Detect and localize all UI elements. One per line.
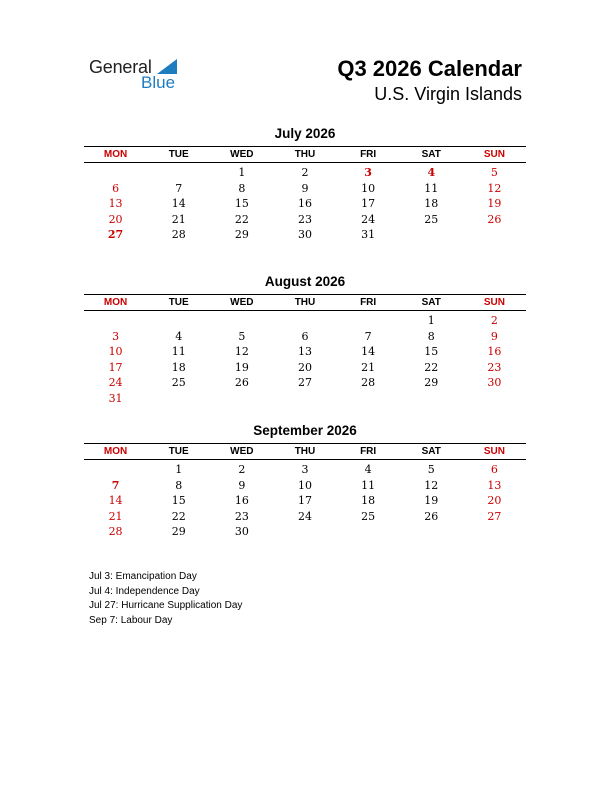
day-cell: 7 — [175, 181, 183, 195]
day-cell: 7 — [364, 329, 372, 343]
holiday-item: Jul 4: Independence Day — [89, 585, 200, 597]
week-row — [84, 196, 526, 212]
empty-day-cell — [273, 313, 336, 329]
weekday-label-sat: SAT — [421, 446, 441, 457]
weekday-label-fri: FRI — [360, 149, 377, 160]
day-cell: 16 — [234, 494, 249, 508]
day-cell: 14 — [361, 345, 376, 359]
empty-day-cell — [400, 227, 463, 243]
week-row — [84, 462, 526, 478]
day-cell: 5 — [427, 463, 435, 476]
weekday-label-sat: SAT — [421, 297, 441, 308]
week-row — [84, 212, 526, 228]
empty-day-cell — [337, 524, 400, 540]
day-cell: 24 — [361, 212, 376, 226]
day-cell: 18 — [171, 360, 186, 374]
weekday-label-wed: WED — [230, 149, 254, 160]
empty-day-cell — [400, 391, 463, 407]
day-cell: 11 — [424, 181, 439, 195]
day-cell: 6 — [301, 329, 309, 343]
day-cell: 15 — [424, 345, 439, 359]
weekday-label-fri: FRI — [360, 446, 377, 457]
week-row — [84, 524, 526, 540]
logo-triangle-icon — [157, 59, 177, 74]
empty-day-cell — [210, 391, 273, 407]
page-title: Q3 2026 Calendar — [337, 56, 522, 81]
day-cell: 14 — [108, 494, 123, 508]
empty-day-cell — [273, 524, 336, 540]
weekday-label-thu: THU — [294, 297, 316, 308]
weekday-label-sat: SAT — [421, 149, 441, 160]
day-cell: 29 — [171, 525, 186, 539]
day-cell: 8 — [238, 181, 246, 195]
day-cell: 9 — [490, 329, 498, 343]
empty-day-cell — [273, 391, 336, 407]
month-title: August 2026 — [264, 274, 346, 289]
day-cell: 3 — [112, 329, 120, 343]
weekday-label-thu: THU — [294, 446, 316, 457]
day-cell: 12 — [487, 181, 502, 195]
day-cell: 15 — [171, 494, 186, 508]
holiday-item: Jul 3: Emancipation Day — [89, 571, 197, 582]
day-cell: 13 — [297, 345, 312, 359]
day-cell: 29 — [424, 376, 439, 390]
month-title: July 2026 — [274, 126, 336, 141]
day-cell: 11 — [171, 345, 186, 359]
empty-day-cell — [84, 462, 147, 478]
week-row — [84, 181, 526, 197]
weekday-header — [84, 443, 526, 460]
day-cell: 23 — [487, 360, 502, 374]
day-cell: 22 — [424, 360, 439, 374]
month-grid — [84, 165, 526, 243]
empty-day-cell — [337, 313, 400, 329]
empty-day-cell — [84, 313, 147, 329]
day-cell: 9 — [238, 478, 246, 492]
day-cell: 8 — [175, 478, 183, 492]
holiday-day-cell: 7 — [111, 478, 120, 492]
weekday-label-mon: MON — [103, 446, 128, 457]
day-cell: 31 — [108, 391, 123, 405]
week-row — [84, 375, 526, 391]
month-title: September 2026 — [253, 423, 357, 438]
weekday-label-sun: SUN — [483, 297, 505, 308]
day-cell: 1 — [238, 166, 246, 179]
week-row — [84, 391, 526, 407]
day-cell: 21 — [108, 509, 123, 523]
day-cell: 22 — [234, 212, 249, 226]
day-cell: 24 — [108, 376, 123, 390]
day-cell: 30 — [234, 525, 249, 539]
day-cell: 6 — [112, 181, 120, 195]
day-cell: 25 — [171, 376, 186, 390]
week-row — [84, 329, 526, 345]
day-cell: 24 — [297, 509, 312, 523]
day-cell: 1 — [427, 314, 435, 327]
empty-day-cell — [84, 165, 147, 181]
day-cell: 26 — [424, 509, 439, 523]
day-cell: 14 — [171, 197, 186, 211]
day-cell: 10 — [361, 181, 376, 195]
page-subtitle: U.S. Virgin Islands — [374, 84, 522, 104]
day-cell: 21 — [171, 212, 186, 226]
day-cell: 13 — [108, 197, 123, 211]
day-cell: 15 — [234, 197, 249, 211]
day-cell: 23 — [234, 509, 249, 523]
week-row — [84, 493, 526, 509]
holiday-day-cell: 27 — [107, 228, 124, 242]
day-cell: 17 — [297, 494, 312, 508]
weekday-label-wed: WED — [230, 446, 254, 457]
week-row — [84, 360, 526, 376]
day-cell: 13 — [487, 478, 502, 492]
weekday-label-fri: FRI — [360, 297, 377, 308]
holiday-day-cell: 3 — [364, 166, 372, 179]
week-row — [84, 165, 526, 181]
month-calendar-september — [84, 421, 526, 540]
day-cell: 9 — [301, 181, 309, 195]
day-cell: 5 — [490, 166, 498, 179]
holiday-item: Sep 7: Labour Day — [89, 614, 173, 626]
day-cell: 16 — [297, 197, 312, 211]
weekday-label-tue: TUE — [168, 446, 189, 457]
day-cell: 4 — [364, 463, 372, 476]
day-cell: 4 — [175, 329, 183, 343]
weekday-label-thu: THU — [294, 149, 316, 160]
day-cell: 27 — [487, 509, 502, 523]
month-grid — [84, 462, 526, 540]
day-cell: 26 — [234, 376, 249, 390]
day-cell: 12 — [234, 345, 249, 359]
weekday-label-tue: TUE — [168, 149, 189, 160]
day-cell: 20 — [297, 360, 312, 374]
day-cell: 20 — [487, 494, 502, 508]
day-cell: 2 — [490, 314, 498, 327]
week-row — [84, 227, 526, 243]
month-calendar-july — [84, 124, 526, 243]
empty-day-cell — [400, 524, 463, 540]
empty-day-cell — [463, 227, 526, 243]
day-cell: 3 — [301, 463, 309, 476]
day-cell: 31 — [361, 228, 376, 242]
day-cell: 18 — [361, 494, 376, 508]
day-cell: 25 — [424, 212, 439, 226]
empty-day-cell — [210, 313, 273, 329]
holiday-item: Jul 27: Hurricane Supplication Day — [89, 600, 243, 611]
weekday-label-sun: SUN — [483, 446, 505, 457]
day-cell: 27 — [297, 376, 312, 390]
empty-day-cell — [147, 165, 210, 181]
logo-text-general: General — [89, 57, 152, 77]
day-cell: 12 — [424, 478, 439, 492]
holiday-day-cell: 4 — [427, 166, 436, 179]
weekday-header — [84, 146, 526, 163]
day-cell: 21 — [361, 360, 376, 374]
empty-day-cell — [337, 391, 400, 407]
day-cell: 28 — [361, 376, 376, 390]
empty-day-cell — [147, 391, 210, 407]
day-cell: 23 — [297, 212, 312, 226]
weekday-label-tue: TUE — [168, 297, 189, 308]
day-cell: 10 — [108, 345, 123, 359]
day-cell: 1 — [175, 463, 183, 476]
day-cell: 18 — [424, 197, 439, 211]
empty-day-cell — [463, 391, 526, 407]
week-row — [84, 509, 526, 525]
week-row — [84, 478, 526, 494]
day-cell: 17 — [108, 360, 123, 374]
day-cell: 10 — [297, 478, 312, 492]
week-row — [84, 313, 526, 329]
general-blue-logo — [89, 57, 189, 93]
day-cell: 28 — [171, 228, 186, 242]
day-cell: 2 — [301, 166, 309, 179]
holiday-list — [89, 570, 242, 628]
day-cell: 11 — [361, 478, 376, 492]
month-grid — [84, 313, 526, 407]
day-cell: 25 — [361, 509, 376, 523]
logo-text-blue: Blue — [141, 73, 176, 92]
day-cell: 6 — [490, 463, 498, 476]
day-cell: 30 — [487, 376, 502, 390]
weekday-label-sun: SUN — [483, 149, 505, 160]
day-cell: 5 — [238, 329, 246, 343]
day-cell: 17 — [361, 197, 376, 211]
day-cell: 19 — [424, 494, 439, 508]
weekday-header — [84, 294, 526, 311]
day-cell: 19 — [234, 360, 249, 374]
day-cell: 20 — [108, 212, 123, 226]
day-cell: 16 — [487, 345, 502, 359]
empty-day-cell — [463, 524, 526, 540]
day-cell: 29 — [234, 228, 249, 242]
weekday-label-wed: WED — [230, 297, 254, 308]
day-cell: 30 — [297, 228, 312, 242]
day-cell: 22 — [171, 509, 186, 523]
day-cell: 2 — [238, 463, 246, 476]
day-cell: 8 — [427, 329, 435, 343]
empty-day-cell — [147, 313, 210, 329]
weekday-label-mon: MON — [103, 297, 128, 308]
weekday-label-mon: MON — [103, 149, 128, 160]
month-calendar-august — [84, 272, 526, 407]
day-cell: 19 — [487, 197, 502, 211]
week-row — [84, 344, 526, 360]
day-cell: 28 — [108, 525, 123, 539]
day-cell: 26 — [487, 212, 502, 226]
